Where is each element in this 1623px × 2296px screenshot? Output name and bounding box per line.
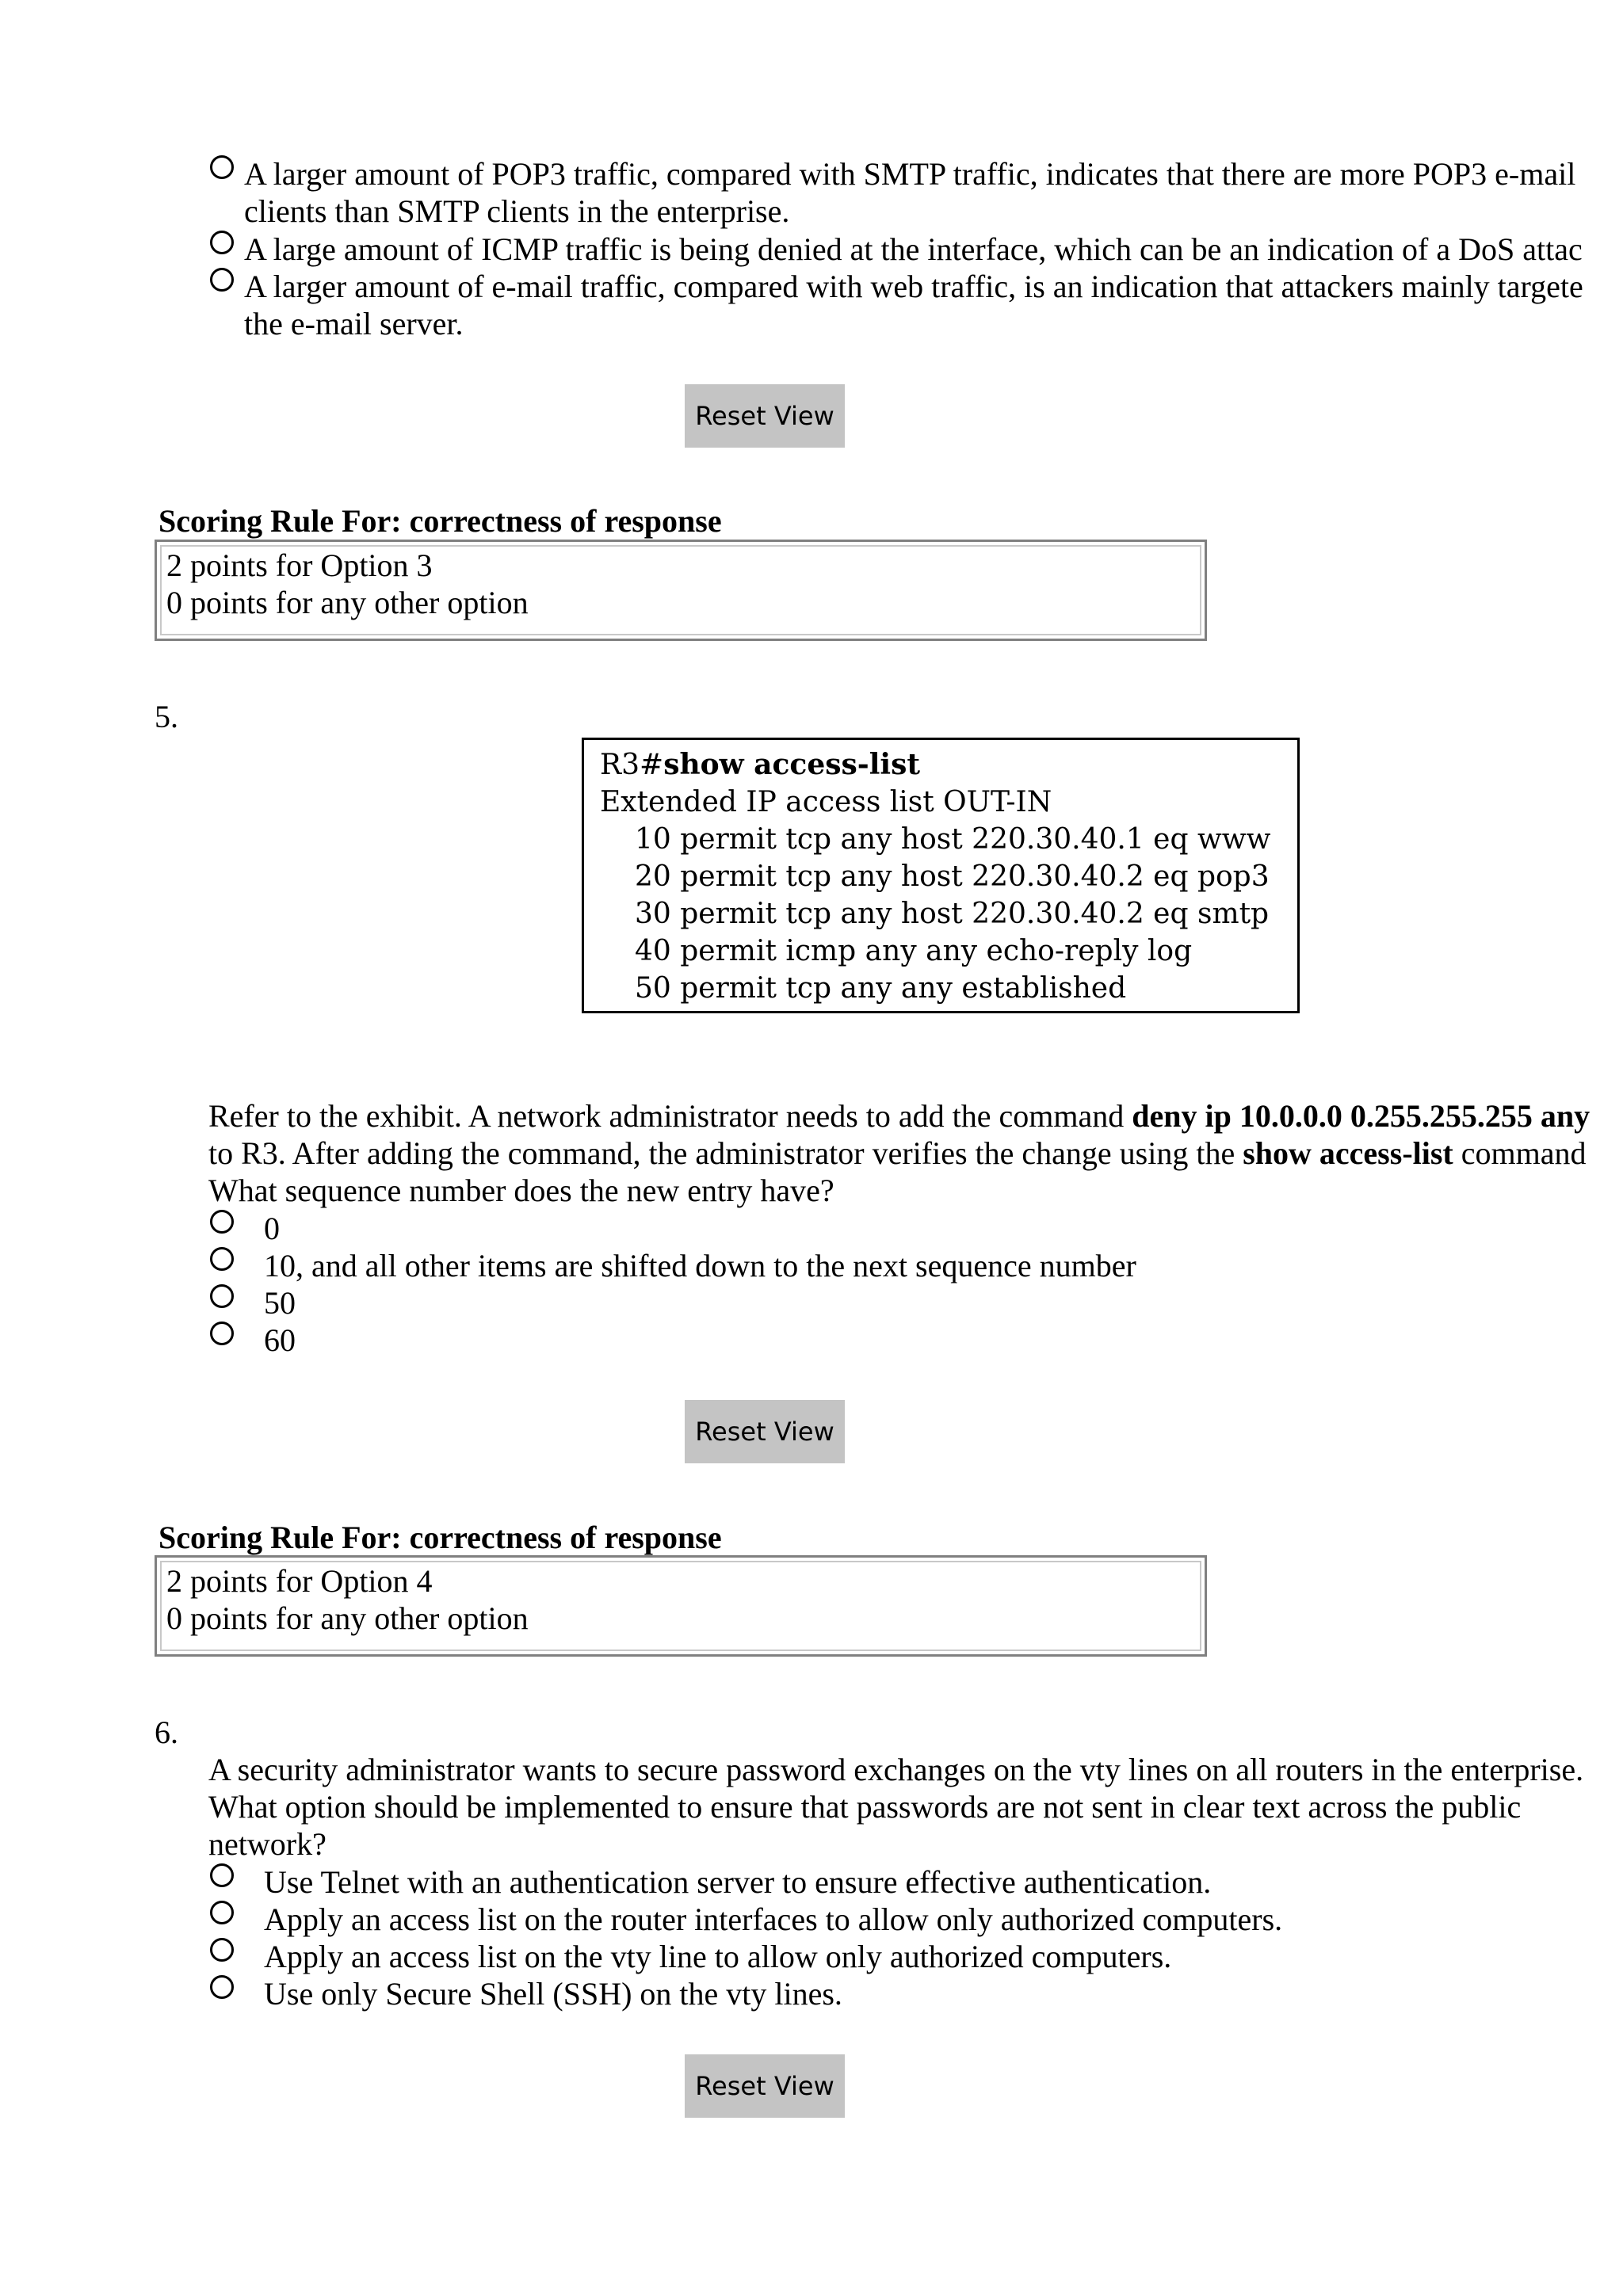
q5-option-2-text: 10, and all other items are shifted down to the next sequence number [264, 1248, 1136, 1283]
q5-exhibit-command-line [600, 746, 1297, 784]
q5-scoring-line-2: 0 points for any other option [166, 1600, 529, 1636]
q4-reset-view-button[interactable]: Reset View [685, 384, 845, 448]
q5-exhibit-entry: 30 permit tcp any host 220.30.40.2 eq smtp [635, 898, 1270, 930]
q4-option-2-text: A large amount of ICMP traffic is being denied at the interface, which can be an indication of a DoS attac [244, 231, 1583, 267]
q5-option-4-radio[interactable] [210, 1322, 234, 1345]
q4-option-3-radio[interactable] [210, 268, 234, 292]
q5-option-1-radio[interactable] [210, 1210, 234, 1234]
q6-number: 6. [155, 1714, 178, 1750]
q4-option-3-text-cont: the e-mail server. [244, 306, 464, 341]
q6-option-2-text: Apply an access list on the router interfaces to allow only authorized computers. [264, 1901, 1283, 1937]
q5-option-1-text: 0 [264, 1211, 280, 1246]
q5-stem-command-show: show access-list [1243, 1135, 1453, 1171]
q6-option-3-radio[interactable] [210, 1938, 234, 1962]
q5-exhibit-entry: 40 permit icmp any any echo-reply log [635, 935, 1193, 967]
q5-option-4-text: 60 [264, 1322, 296, 1358]
q6-option-4-text: Use only Secure Shell (SSH) on the vty lines. [264, 1976, 842, 2012]
q4-scoring-inner [160, 545, 1201, 635]
q6-stem-line-1: A security administrator wants to secure password exchanges on the vty lines on all routers in the enterprise. [208, 1752, 1584, 1787]
q5-exhibit-entry: 20 permit tcp any host 220.30.40.2 eq pop3 [635, 860, 1270, 893]
q5-stem-line-1-text: Refer to the exhibit. A network administrator needs to add the command [208, 1098, 1132, 1134]
q5-stem-line-2-end: command [1453, 1135, 1587, 1171]
q6-option-1-radio[interactable] [210, 1863, 234, 1887]
q5-option-2-radio[interactable] [210, 1247, 234, 1271]
q6-option-4-radio[interactable] [210, 1975, 234, 1999]
q4-scoring-line-2: 0 points for any other option [166, 585, 529, 620]
q6-option-2-radio[interactable] [210, 1901, 234, 1924]
q5-scoring-box [155, 1555, 1207, 1657]
q5-exhibit-command: show access-list [663, 748, 920, 781]
q5-exhibit [582, 738, 1300, 1013]
q6-reset-view-button[interactable]: Reset View [685, 2054, 845, 2118]
q5-stem-line-3: What sequence number does the new entry have? [208, 1173, 834, 1208]
q5-stem-command-deny: deny ip 10.0.0.0 0.255.255.255 any [1132, 1098, 1591, 1134]
q5-scoring-inner [160, 1561, 1201, 1651]
q5-scoring-line-1: 2 points for Option 4 [166, 1563, 433, 1599]
q4-scoring-box [155, 540, 1207, 641]
q5-exhibit-entry: 10 permit tcp any host 220.30.40.1 eq www [635, 823, 1271, 856]
q6-option-3-text: Apply an access list on the vty line to allow only authorized computers. [264, 1939, 1172, 1974]
q4-option-2-radio[interactable] [210, 231, 234, 254]
q5-reset-view-button[interactable]: Reset View [685, 1400, 845, 1463]
q5-exhibit-entry: 50 permit tcp any any established [635, 972, 1127, 1005]
q4-option-1-radio[interactable] [210, 155, 234, 179]
q4-option-3-text: A larger amount of e-mail traffic, compared with web traffic, is an indication that attackers mainly targete [244, 269, 1583, 304]
q5-exhibit-header: Extended IP access list OUT-IN [600, 786, 1052, 818]
q5-option-3-radio[interactable] [210, 1284, 234, 1308]
q5-stem-line-2 [208, 1135, 1586, 1172]
q5-exhibit-prompt: R3# [600, 749, 664, 781]
q4-option-1-text-cont: clients than SMTP clients in the enterprise. [244, 193, 790, 229]
q5-option-3-text: 50 [264, 1285, 296, 1321]
q6-stem-line-3: network? [208, 1826, 327, 1862]
q5-stem-line-1 [208, 1097, 1590, 1135]
q4-option-1-text: A larger amount of POP3 traffic, compared with SMTP traffic, indicates that there are more POP3 e-mail [244, 156, 1576, 192]
q6-stem-line-2: What option should be implemented to ensure that passwords are not sent in clear text across the public [208, 1789, 1522, 1825]
q5-number: 5. [155, 699, 178, 734]
q6-option-1-text: Use Telnet with an authentication server to ensure effective authentication. [264, 1864, 1212, 1900]
q4-scoring-title: Scoring Rule For: correctness of response [158, 503, 722, 539]
q4-scoring-line-1: 2 points for Option 3 [166, 547, 433, 583]
q5-scoring-title: Scoring Rule For: correctness of response [158, 1520, 722, 1555]
q5-stem-line-2-text: to R3. After adding the command, the administrator verifies the change using the [208, 1135, 1243, 1171]
